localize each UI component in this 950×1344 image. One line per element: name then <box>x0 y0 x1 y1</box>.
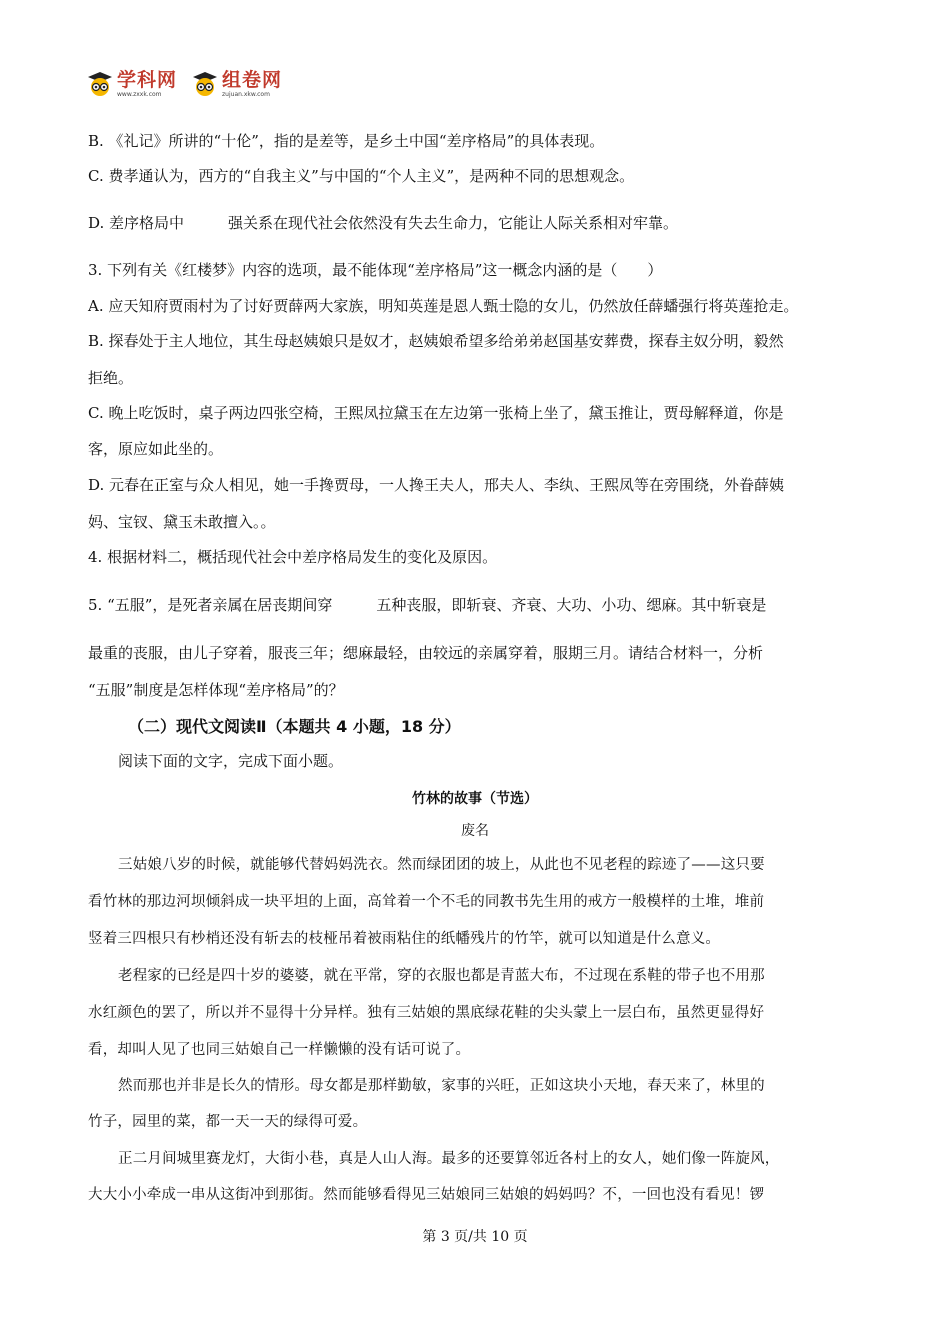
paragraph-2-line2: 水红颜色的罢了，所以并不显得十分异样。独有三姑娘的黑底绿花鞋的尖头蒙上一层白布，虽然更显得好 <box>88 1005 765 1021</box>
reading-instruction: 阅读下面的文字，完成下面小题。 <box>118 752 344 770</box>
q3-option-c-line1: C. 晚上吃饭时，桌子两边四张空椅，王熙凤拉黛玉在左边第一张椅上坐了，黛玉推让，贾母解释道，你是 <box>88 404 784 422</box>
page-number: 第 3 页/共 10 页 <box>422 1229 528 1245</box>
logo-zujuan-name: 组卷网 <box>222 68 283 91</box>
q3-option-c-line2: 客，原应如此坐的。 <box>88 440 224 458</box>
paragraph-4-line1: 正二月间城里赛龙灯，大街小巷，真是人山人海。最多的还要算邻近各村上的女人，她们像一阵旋风， <box>118 1151 780 1167</box>
q3-option-b-line2: 拒绝。 <box>88 369 134 387</box>
question-3: 3. 下列有关《红楼梦》内容的选项，最不能体现“差序格局”这一概念内涵的是（ ） <box>88 261 663 279</box>
header-logos <box>86 70 282 98</box>
q2-option-d <box>88 213 678 233</box>
paragraph-1-line1: 三姑娘八岁的时候，就能够代替妈妈洗衣。然而绿团团的坡上，从此也不见老程的踪迹了——这只要 <box>118 857 765 873</box>
q2-option-d-part2: 强关系在现代社会依然没有失去生命力，它能让人际关系相对牢靠。 <box>228 214 679 232</box>
question-4: 4. 根据材料二，概括现代社会中差序格局发生的变化及原因。 <box>88 548 498 566</box>
paragraph-2-line1: 老程家的已经是四十岁的婆婆，就在平常，穿的衣服也都是青蓝大布，不过现在系鞋的带子也不用那 <box>118 968 765 984</box>
q2-option-b: B. 《礼记》所讲的“十伦”，指的是差等，是乡土中国“差序格局”的具体表现。 <box>88 132 605 150</box>
question-5-line3: “五服”制度是怎样体现“差序格局”的？ <box>88 681 344 699</box>
q3-option-a: A. 应天知府贾雨村为了讨好贾薛两大家族，明知英莲是恩人甄士隐的女儿，仍然放任薛蟠强行将英莲抢走。 <box>88 297 799 315</box>
logo-zxxk-name: 学科网 <box>117 68 178 91</box>
paragraph-4-line2: 大大小小牵成一串从这街冲到那街。然而能够看得见三姑娘同三姑娘的妈妈吗？不，一回也没有看见！锣 <box>88 1187 765 1203</box>
paragraph-1-line2: 看竹林的那边河坝倾斜成一块平坦的上面，高耸着一个不毛的同教书先生用的戒方一般模样的土堆，堆前 <box>88 894 765 910</box>
paragraph-3-line2: 竹子，园里的菜，都一天一天的绿得可爱。 <box>88 1114 368 1130</box>
logo-zxxk[interactable] <box>86 70 177 98</box>
paragraph-3-line1: 然而那也并非是长久的情形。母女都是那样勤敏，家事的兴旺，正如这块小天地，春天来了，林里的 <box>118 1078 765 1094</box>
owl-mascot-icon <box>191 70 219 98</box>
section-heading: （二）现代文阅读Ⅱ（本题共 4 小题，18 分） <box>128 717 461 736</box>
logo-zujuan[interactable] <box>191 70 282 98</box>
q2-option-c: C. 费孝通认为，西方的“自我主义”与中国的“个人主义”，是两种不同的思想观念。 <box>88 167 635 185</box>
logo-zxxk-url: www.zxxk.com <box>117 90 162 98</box>
paragraph-2-line3: 看，却叫人见了也同三姑娘自己一样懒懒的没有话可说了。 <box>88 1042 471 1058</box>
logo-zujuan-url: zujuan.xkw.com <box>222 90 270 98</box>
q3-option-d-line1: D. 元春在正室与众人相见，她一手搀贾母，一人搀王夫人，邢夫人、李纨、王熙凤等在旁围绕，外眷薛姨 <box>88 476 785 494</box>
q5-part1: 5. “五服”，是死者亲属在居丧期间穿 <box>88 596 333 614</box>
story-title: 竹林的故事（节选） <box>412 791 538 807</box>
story-author: 废名 <box>461 823 489 839</box>
paragraph-1-line3: 竖着三四根只有杪梢还没有斩去的枝桠吊着被雨粘住的纸幡残片的竹竿，就可以知道是什么意义。 <box>88 931 721 947</box>
q5-part2: 五种丧服，即斩衰、齐衰、大功、小功、缌麻。其中斩衰是 <box>376 596 767 614</box>
question-5-line2: 最重的丧服，由儿子穿着，服丧三年；缌麻最轻，由较远的亲属穿着，服期三月。请结合材料一，分析 <box>88 644 764 662</box>
q3-option-d-line2: 妈、宝钗、黛玉未敢擅入。。 <box>88 513 276 531</box>
question-5-line1 <box>88 595 766 615</box>
q3-option-b-line1: B. 探春处于主人地位，其生母赵姨娘只是奴才，赵姨娘希望多给弟弟赵国基安葬费，探春主奴分明，毅然 <box>88 332 784 350</box>
owl-mascot-icon <box>86 70 114 98</box>
q2-option-d-part1: D. 差序格局中 <box>88 214 185 232</box>
